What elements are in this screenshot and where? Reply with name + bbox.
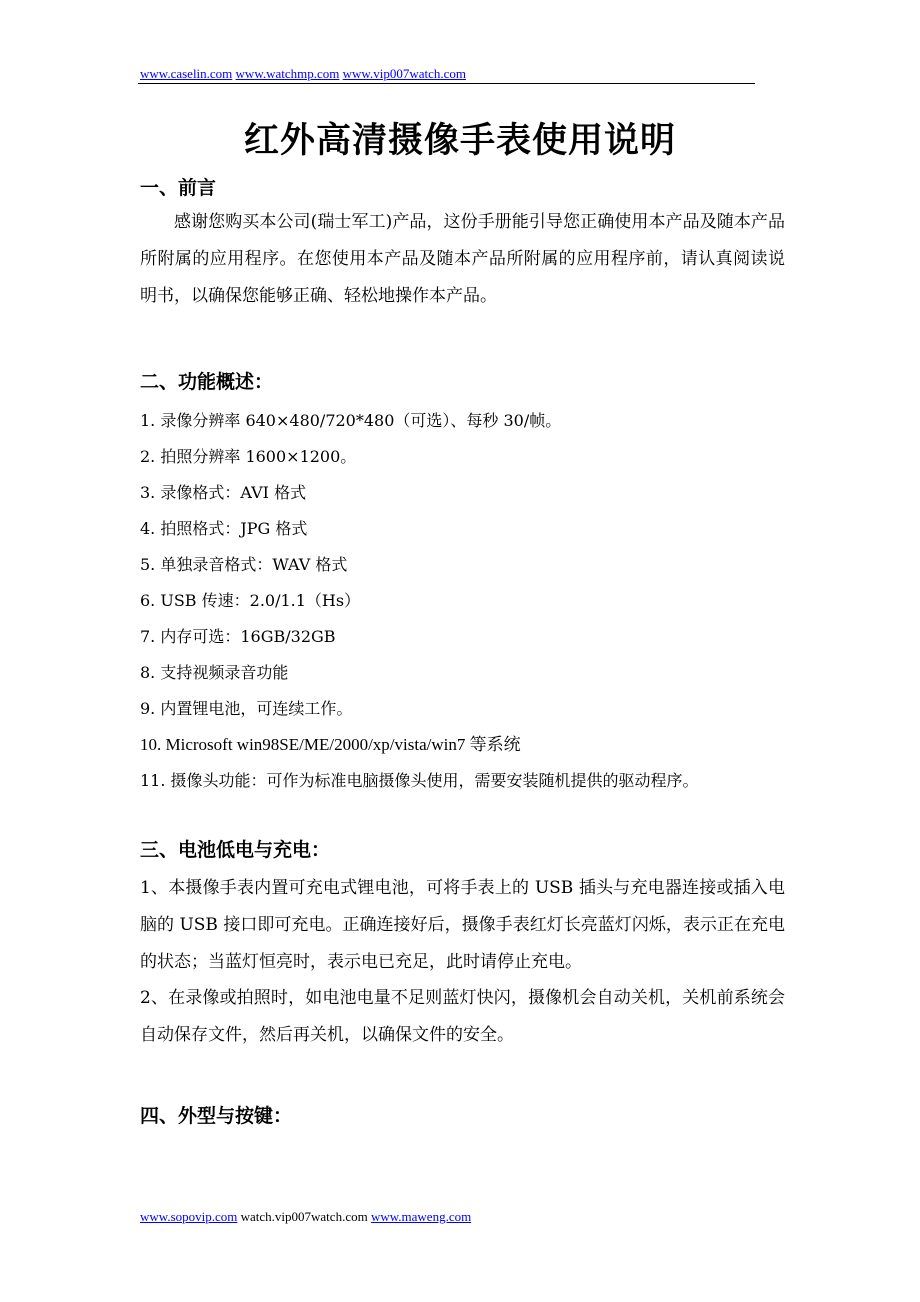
paragraph: 2、在录像或拍照时，如电池电量不足则蓝灯快闪，摄像机会自动关机，关机前系统会自动保存文件，然后再关机，以确保文件的安全。: [140, 988, 785, 1045]
header-link[interactable]: www.watchmp.com: [235, 66, 340, 81]
list-item: 10. Microsoft win98SE/ME/2000/xp/vista/win7 等系统: [140, 735, 521, 754]
list-item: 2. 拍照分辨率 1600×1200。: [140, 447, 357, 466]
section-heading: 二、功能概述：: [140, 371, 274, 393]
header-link[interactable]: www.caselin.com: [140, 66, 233, 81]
list-item: 11. 摄像头功能：可作为标准电脑摄像头使用，需要安装随机提供的驱动程序。: [140, 771, 699, 790]
list-item: 5. 单独录音格式：WAV 格式: [140, 555, 348, 574]
list-item: 7. 内存可选：16GB/32GB: [140, 627, 336, 646]
header-links: [140, 66, 466, 82]
section-heading: 一、前言: [140, 177, 217, 199]
feature-list: [140, 403, 699, 799]
header-rule: [138, 83, 755, 84]
paragraph: 1、本摄像手表内置可充电式锂电池，可将手表上的 USB 插头与充电器连接或插入电脑的 USB 接口即可充电。正确连接好后，摄像手表红灯长亮蓝灯闪烁，表示正在充电的状态；当蓝灯恒亮时，表示电已充足，此时请停止充电。: [140, 878, 785, 972]
list-item: 1. 录像分辨率 640×480/720*480（可选）、每秒 30/帧。: [140, 411, 562, 430]
footer-link[interactable]: www.maweng.com: [370, 1209, 472, 1224]
section-heading: 四、外型与按键：: [140, 1105, 293, 1127]
footer-text: watch.vip007watch.com: [240, 1209, 368, 1224]
header-link[interactable]: www.vip007watch.com: [342, 66, 467, 81]
list-item: 3. 录像格式：AVI 格式: [140, 483, 307, 502]
page-title: 红外高清摄像手表使用说明: [243, 120, 676, 161]
paragraph: 感谢您购买本公司(瑞士军工)产品，这份手册能引导您正确使用本产品及随本产品所附属的应用程序。在您使用本产品及随本产品所附属的应用程序前，请认真阅读说明书，以确保您能够正确、轻松地操作本产品。: [140, 212, 785, 306]
list-item: 9. 内置锂电池，可连续工作。: [140, 699, 353, 718]
footer-links: [140, 1209, 471, 1225]
section-heading: 三、电池低电与充电：: [140, 839, 331, 861]
list-item: 6. USB 传速：2.0/1.1（Hs）: [140, 591, 361, 610]
list-item: 4. 拍照格式：JPG 格式: [140, 519, 308, 538]
list-item: 8. 支持视频录音功能: [140, 663, 289, 682]
footer-link[interactable]: www.sopovip.com: [140, 1209, 238, 1224]
